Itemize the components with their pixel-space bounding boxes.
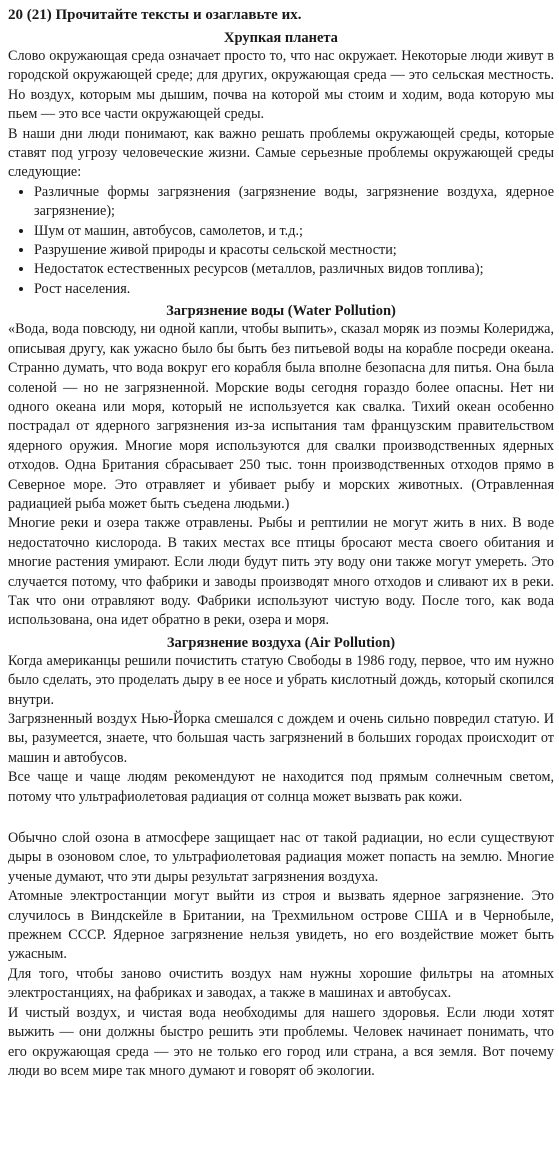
problems-list <box>8 183 554 299</box>
list-item: • Шум от машин, автобусов, самолетов, и т.д.; <box>34 222 554 241</box>
paragraph: Многие реки и озера также отравлены. Рыбы и рептилии не могут жить в них. В воде недостаточно кислорода. В таких местах все птицы бросают места своего обитания и многие растения умирают. Если люди будут пить эту воду они также могут умереть. Это случается потому, что фабрики и заводы производят много отходов и сливают их в реки. Так что они отравляют воду. Фабрики используют чистую воду. После того, как вода использована, она идет обратно в реки, озера и моря. <box>8 515 554 629</box>
paragraph: Слово окружающая среда означает просто то, что нас окружает. Некоторые люди живут в городской окружающей среде; для других, окружающая среда — это сельская местность. Но воздух, которым мы дышим, почва на которой мы стоим и ходим, вода которую мы пьем — это все части окружающей среды. <box>8 48 554 123</box>
paragraph: Обычно слой озона в атмосфере защищает нас от такой радиации, но если существуют дыры в озоновом слое, то ультрафиолетовая радиация может попасть на землю. Многие ученые думают, что эти дыры результат загрязнения воздуха. <box>8 830 554 885</box>
section-title: Загрязнение воды (Water Pollution) <box>166 303 396 320</box>
section-fragile-planet <box>8 30 554 299</box>
section-air-pollution <box>8 635 554 1082</box>
list-item: • Рост населения. <box>34 280 554 299</box>
paragraph: И чистый воздух, и чистая вода необходимы для нашего здоровья. Если люди хотят выжить — они должны быстро решить эти проблемы. Человек начинает понимать, что его окружающая среда — это не только его город или страна, а вся земля. Вот почему люди во всем мире так много думают и говорят об экологии. <box>8 1004 554 1079</box>
paragraph: Атомные электростанции могут выйти из строя и вызвать ядерное загрязнение. Это случилось в Виндскейле в Британии, на Трехмильном острове США и в Чернобыле, прежнем СССР. Ядерное загрязнение нельзя увидеть, но его воздействие может быть ужасным. <box>8 888 554 963</box>
list-item: • Различные формы загрязнения (загрязнение воды, загрязнение воздуха, ядерное загрязнение); <box>34 183 554 222</box>
exercise-heading: 20 (21) Прочитайте тексты и озаглавьте их. <box>8 7 302 23</box>
paragraph: Когда американцы решили почистить статую Свободы в 1986 году, первое, что им нужно было сделать, это проделать дыру в ее носе и убрать кислотный дождь, который скопился внутри. <box>8 652 554 708</box>
paragraph: Все чаще и чаще людям рекомендуют не находится под прямым солнечным светом, потому что ультрафиолетовая радиация от солнца может вызвать рак кожи. <box>8 769 554 805</box>
section-water-pollution <box>8 303 554 631</box>
paragraph: В наши дни люди понимают, как важно решать проблемы окружающей среды, которые ставят под угрозу человеческие жизни. Самые серьезные проблемы окружающей среды следующие: <box>8 125 554 181</box>
paragraph: Для того, чтобы заново очистить воздух нам нужны хорошие фильтры на атомных электростанциях, на фабриках и заводах, а также в машинах и автобусах. <box>8 965 554 1002</box>
section-title: Хрупкая планета <box>224 30 338 46</box>
list-item: • Недостаток естественных ресурсов (металлов, различных видов топлива); <box>34 260 554 279</box>
paragraph: «Вода, вода повсюду, ни одной капли, чтобы выпить», сказал моряк из поэмы Колериджа, описывая другу, как ужасно было бы быть без питьевой воды на корабле посреди океана. Странно думать, что вода вокруг его корабля была вполне безопасна для питья. Она была соленой — но не загрязненной. Морские воды сегодня гораздо более опасны. Нет ни одного океана или моря, который не используется как свалка. Тихий океан особенно пострадал от ядерного загрязнения из-за испытания там французским правительством ядерного оружия. Многие моря используются для свалки производственных ядерных отходов. Одна Британия сбрасывает 250 тыс. тонн производственных отходов прямо в Северное море. Это отравляет и убивает рыбу и морских животных. (Отравленная радиацией рыба может быть съедена людьми.) <box>8 321 554 512</box>
paragraph: Загрязненный воздух Нью-Йорка смешался с дождем и очень сильно повредил статую. И вы, разумеется, знаете, что большая часть загрязнений в больших городах происходит от машин и автобусов. <box>8 711 554 766</box>
section-title: Загрязнение воздуха (Air Pollution) <box>166 634 396 651</box>
list-item: • Разрушение живой природы и красоты сельской местности; <box>34 241 554 260</box>
